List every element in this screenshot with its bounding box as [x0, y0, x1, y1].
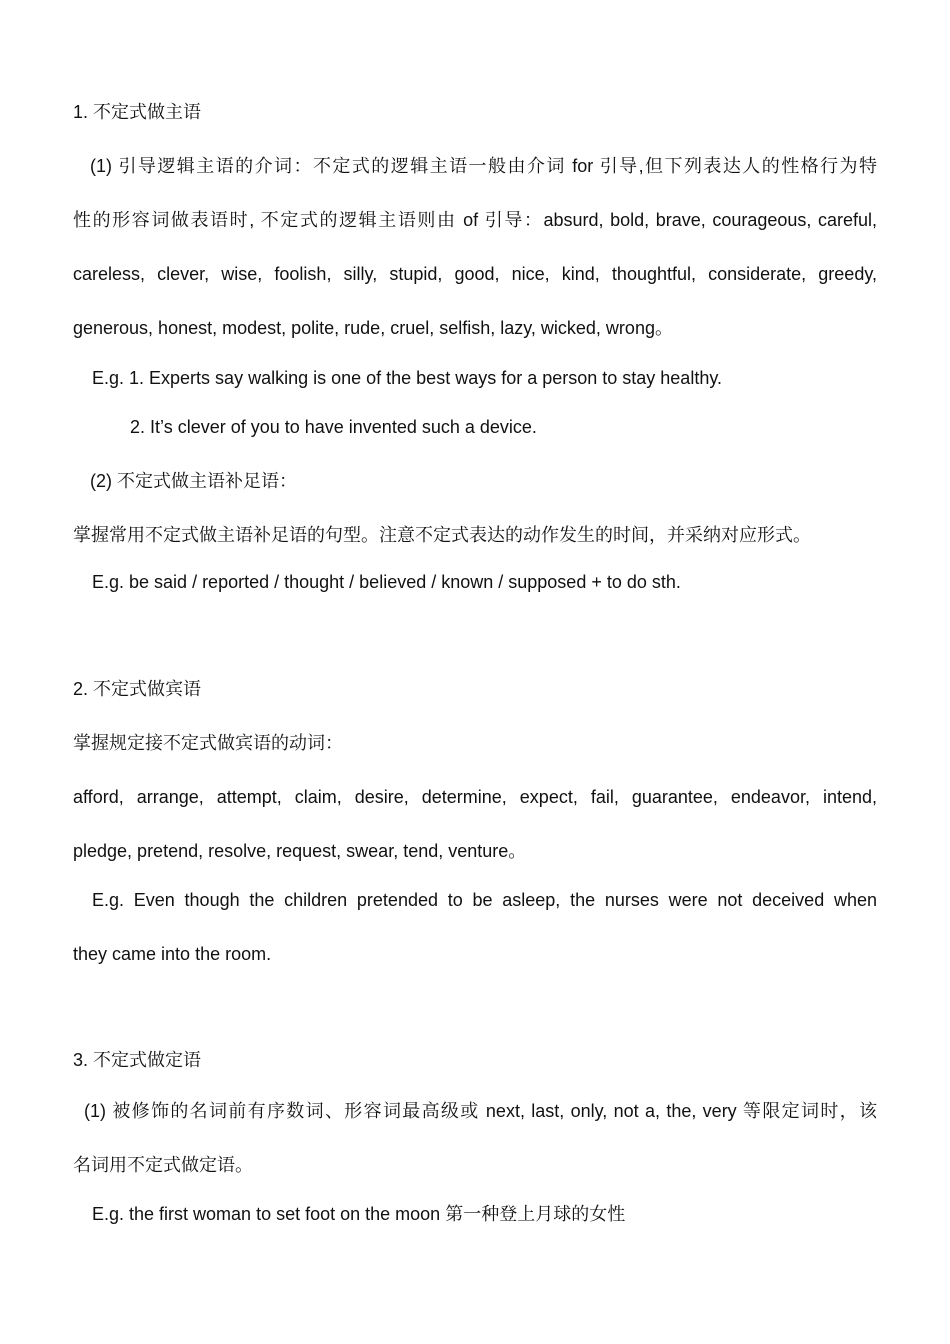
- section-1-para1-line1: (1) 引导逻辑主语的介词：不定式的逻辑主语一般由介词 for 引导,但下列表达人的性格行为特: [90, 156, 877, 176]
- section-1-para2-title: (2) 不定式做主语补足语：: [90, 471, 297, 491]
- section-3-heading: 3. 不定式做定语: [73, 1050, 202, 1070]
- section-1-example-1: E.g. 1. Experts say walking is one of the best ways for a person to stay healthy.: [92, 368, 722, 388]
- section-1-para2-text: 掌握常用不定式做主语补足语的句型。注意不定式表达的动作发生的时间，并采纳对应形式。: [73, 525, 811, 545]
- section-2-heading: 2. 不定式做宾语: [73, 679, 202, 699]
- section-1-heading: 1. 不定式做主语: [73, 102, 202, 122]
- section-3-example: E.g. the first woman to set foot on the moon 第一种登上月球的女性: [92, 1204, 626, 1224]
- section-1-para1-line4: generous, honest, modest, polite, rude, cruel, selfish, lazy, wicked, wrong。: [73, 318, 673, 338]
- section-2-verbs-line1: afford, arrange, attempt, claim, desire, determine, expect, fail, guarantee, endeavor, intend,: [73, 787, 877, 807]
- section-1-para1-line2: 性的形容词做表语时, 不定式的逻辑主语则由 of 引导：absurd, bold, brave, courageous, careful,: [73, 210, 877, 230]
- section-1-example-2: 2. It’s clever of you to have invented such a device.: [130, 417, 537, 437]
- section-1-para2-example: E.g. be said / reported / thought / believed / known / supposed + to do sth.: [92, 572, 681, 592]
- section-3-para1-line1: (1) 被修饰的名词前有序数词、形容词最高级或 next, last, only, not a, the, very 等限定词时，该: [84, 1101, 877, 1121]
- section-2-intro: 掌握规定接不定式做宾语的动词：: [73, 733, 343, 753]
- section-1-para1-line3: careless, clever, wise, foolish, silly, stupid, good, nice, kind, thoughtful, considerate, greedy,: [73, 264, 877, 284]
- section-2-example-line1: E.g. Even though the children pretended to be asleep, the nurses were not deceived when: [92, 890, 877, 910]
- section-3-para1-line2: 名词用不定式做定语。: [73, 1155, 253, 1175]
- section-2-verbs-line2: pledge, pretend, resolve, request, swear, tend, venture。: [73, 841, 527, 861]
- section-2-example-line2: they came into the room.: [73, 944, 272, 964]
